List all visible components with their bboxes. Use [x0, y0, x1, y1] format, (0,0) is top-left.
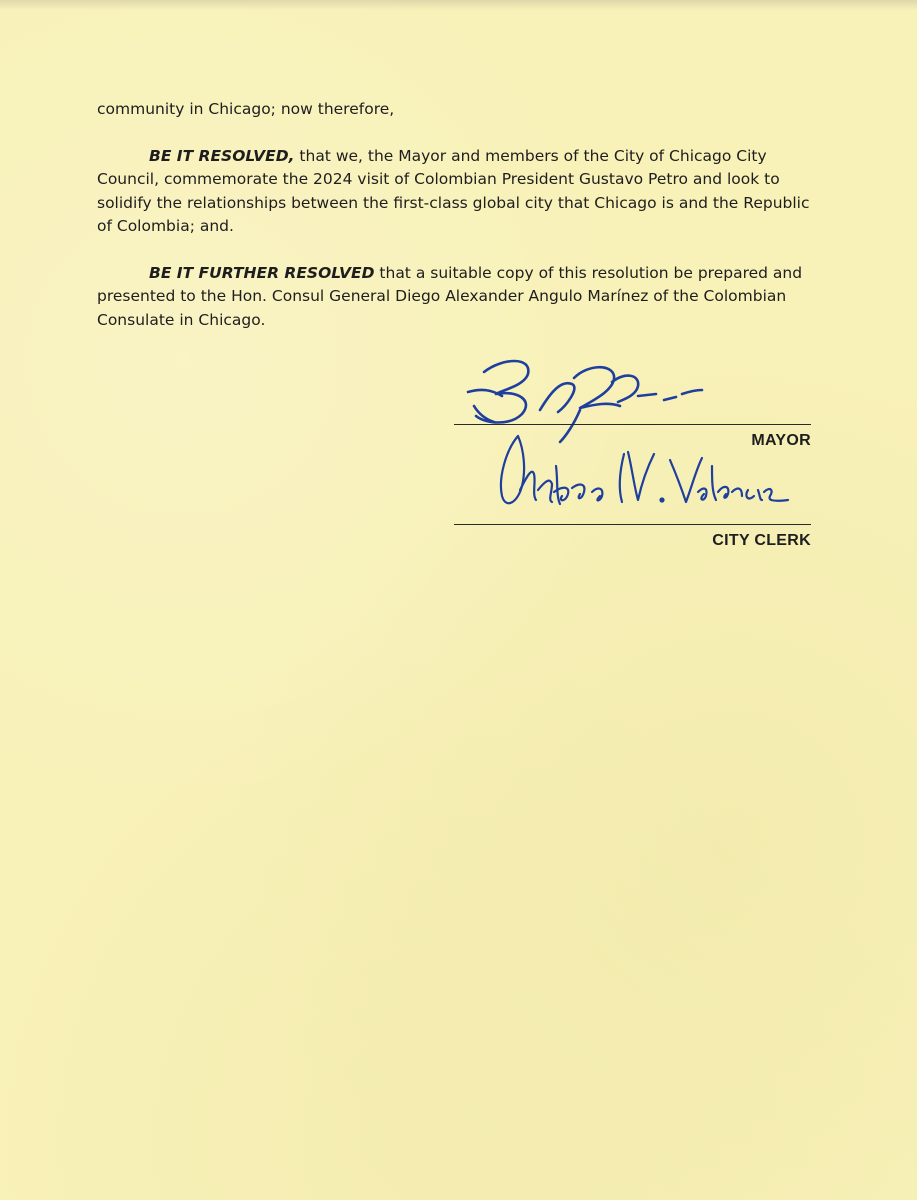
opening-line: community in Chicago; now therefore,: [97, 100, 395, 118]
signature-block: [454, 350, 814, 560]
city-clerk-signature-line: [454, 524, 811, 525]
resolution-body: [97, 98, 817, 355]
resolved-paragraph: [97, 145, 817, 239]
mayor-signature-line: [454, 424, 811, 425]
city-clerk-title: CITY CLERK: [712, 532, 811, 549]
page-top-edge: [0, 0, 917, 10]
further-resolved-text: that a suitable copy of this resolution be prepared and presented to the Hon. Consul General Diego Alexander Angulo Marínez of the Colombian Consulate in Chicago.: [97, 263, 803, 329]
resolved-lead: BE IT RESOLVED,: [149, 146, 295, 165]
city-clerk-signature: [492, 430, 792, 525]
further-resolved-paragraph: [97, 262, 817, 333]
resolved-text: that we, the Mayor and members of the City of Chicago City Council, commemorate the 2024 visit of Colombian President Gustavo Petro and look to solidify the relationships between the first-class global city that Chicago is and the Republic of Colombia; and.: [97, 146, 810, 235]
further-resolved-lead: BE IT FURTHER RESOLVED: [149, 263, 375, 282]
mayor-title: MAYOR: [751, 432, 811, 449]
